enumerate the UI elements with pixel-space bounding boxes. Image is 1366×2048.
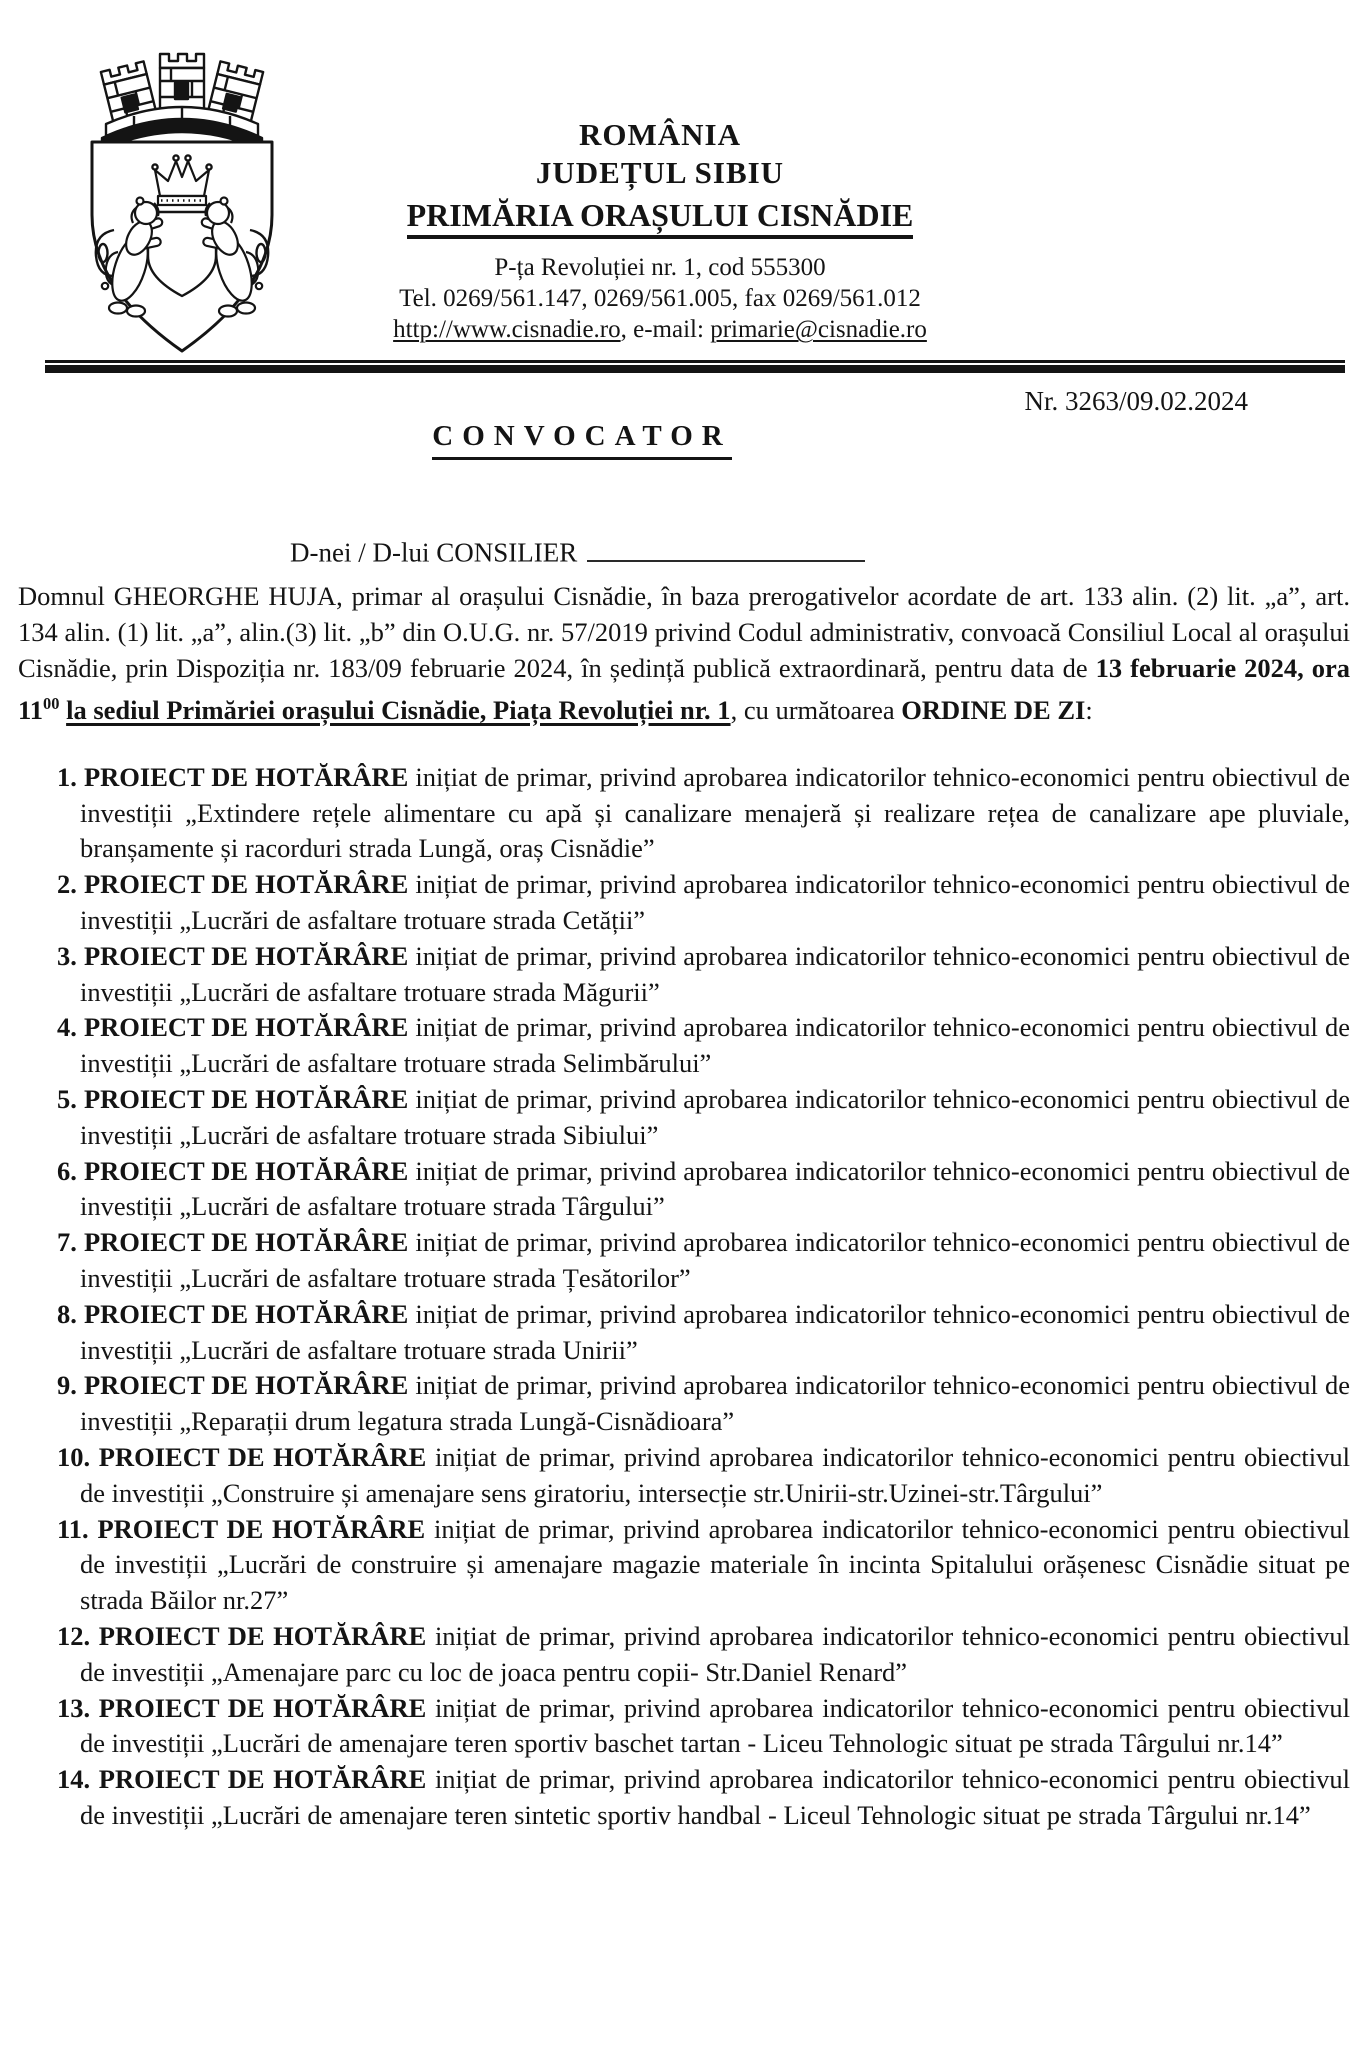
agenda-item-text: inițiat de primar, privind aprobarea indicatorilor tehnico-economici pentru obiectivul de investiții „Reparații drum legatura strada Lungă-Cisnădioara”: [80, 1370, 1350, 1437]
letterhead-institution: PRIMĂRIA ORAȘULUI CISNĂDIE: [407, 197, 914, 239]
agenda-item-number: 13.: [57, 1692, 91, 1723]
agenda-item-title: PROIECT DE HOTĂRÂRE: [83, 1370, 409, 1401]
divider-thick-line: [45, 365, 1345, 373]
agenda-item-text: inițiat de primar, privind aprobarea indicatorilor tehnico-economici pentru obiectivul de investiții „Lucrări de asfaltare trotuare strada Unirii”: [80, 1298, 1350, 1365]
letterhead-county: JUDEȚUL SIBIU: [535, 155, 785, 190]
agenda-item-text: inițiat de primar, privind aprobarea indicatorilor tehnico-economici pentru obiectivul de investiții „Lucrări de asfaltare trotuare strada Selimbărului”: [80, 1012, 1350, 1079]
agenda-item-title: PROIECT DE HOTĂRÂRE: [83, 1298, 409, 1329]
agenda-item-text: inițiat de primar, privind aprobarea indicatorilor tehnico-economici pentru obiectivul de investiții „Lucrări de construire și amenajare magazie materiale în incinta Spitalului orășenesc Cisnădie situat pe strada Băilor nr.27”: [80, 1513, 1351, 1616]
agenda-item-text: inițiat de primar, privind aprobarea indicatorilor tehnico-economici pentru obiectivul de investiții „Extindere rețele alimentare cu apă și canalizare menajeră și realizare rețea de canalizare ape pluviale, branșamente și racorduri strada Lungă, oraș Cisnădie”: [80, 761, 1350, 864]
agenda-item-text: inițiat de primar, privind aprobarea indicatorilor tehnico-economici pentru obiectivul de investiții „Lucrări de asfaltare trotuare strada Cetății”: [80, 869, 1350, 936]
agenda-item-title: PROIECT DE HOTĂRÂRE: [83, 869, 409, 900]
document-body: [18, 578, 1350, 1834]
agenda-item-text: inițiat de primar, privind aprobarea indicatorilor tehnico-economici pentru obiectivul de investiții „Construire și amenajare sens giratoriu, intersecție str.Unirii-str.Uzinei-str.Târgului”: [80, 1441, 1351, 1508]
letterhead-website: http://www.cisnadie.ro: [393, 316, 621, 343]
agenda-item-number: 2.: [57, 869, 77, 900]
agenda-item: [57, 1297, 1350, 1369]
addressee-line: [290, 530, 865, 569]
agenda-item-title: PROIECT DE HOTĂRÂRE: [98, 1441, 427, 1472]
agenda-item: [57, 939, 1350, 1011]
agenda-item-title: PROIECT DE HOTĂRÂRE: [83, 940, 409, 971]
agenda-item: [57, 1691, 1350, 1763]
agenda-item-title: PROIECT DE HOTĂRÂRE: [83, 1012, 409, 1043]
agenda-item-title: PROIECT DE HOTĂRÂRE: [83, 761, 409, 792]
agenda-item-number: 3.: [57, 940, 77, 971]
document-title: CONVOCATOR: [432, 420, 731, 460]
agenda-item-number: 12.: [57, 1620, 91, 1651]
agenda-item: [57, 1225, 1350, 1297]
letterhead-phone-fax: Tel. 0269/561.147, 0269/561.005, fax 0269/561.012: [399, 285, 921, 312]
agenda-item-title: PROIECT DE HOTĂRÂRE: [83, 1084, 409, 1114]
document-title-row: [0, 420, 1164, 453]
agenda-item-title: PROIECT DE HOTĂRÂRE: [83, 1227, 409, 1258]
agenda-item: [57, 1082, 1350, 1154]
agenda-item-number: 11.: [57, 1513, 89, 1544]
agenda-item-title: PROIECT DE HOTĂRÂRE: [98, 1692, 427, 1723]
addressee-blank-line: [587, 530, 865, 562]
intro-paragraph: [18, 578, 1350, 728]
intro-text-1: Domnul GHEORGHE HUJA, primar al orașului Cisnădie, în baza prerogativelor acordate de art. 133 alin. (2) lit. „a”, art. 134 alin. (1) lit. „a”, alin.(3) lit. „b” din O.U.G. nr. 57/2019 privind Codul administrativ, convoacă Consiliul Local al orașului Cisnădie, prin Dispoziția nr. 183/09 februarie 2024, în ședință publică extraordinară, pentru data de: [18, 581, 1350, 683]
agenda-item: [57, 1010, 1350, 1082]
agenda-heading: ORDINE DE ZI: [901, 694, 1086, 725]
meeting-datetime: 13 februarie 2024, ora 11: [18, 653, 1351, 725]
meeting-location: la sediul Primăriei orașului Cisnădie, Piața Revoluției nr. 1: [66, 694, 731, 725]
agenda-item-text: inițiat de primar, privind aprobarea indicatorilor tehnico-economici pentru obiectivul de investiții „Lucrări de amenajare teren sportiv baschet tartan - Liceu Tehnologic situat pe strada Târgului nr.14”: [80, 1692, 1351, 1759]
agenda-item-text: inițiat de primar, privind aprobarea indicatorilor tehnico-economici pentru obiectivul de investiții „Lucrări de asfaltare trotuare strada Măgurii”: [80, 940, 1350, 1007]
agenda-item-number: 7.: [57, 1227, 77, 1258]
agenda-item-number: 10.: [57, 1441, 91, 1472]
agenda-item: [57, 867, 1350, 939]
agenda-item-text: inițiat de primar, privind aprobarea indicatorilor tehnico-economici pentru obiectivul de investiții „Lucrări de asfaltare trotuare strada Țesătorilor”: [80, 1227, 1350, 1293]
agenda-item-text: inițiat de primar, privind aprobarea indicatorilor tehnico-economici pentru obiectivul de investiții „Lucrări de asfaltare trotuare strada Sibiului”: [80, 1084, 1350, 1150]
agenda-item: [57, 1440, 1350, 1512]
letterhead-divider: [45, 360, 1345, 373]
agenda-item-number: 6.: [57, 1155, 77, 1186]
agenda-item-text: inițiat de primar, privind aprobarea indicatorilor tehnico-economici pentru obiectivul de investiții „Lucrări de asfaltare trotuare strada Târgului”: [80, 1155, 1350, 1222]
agenda-item-text: inițiat de primar, privind aprobarea indicatorilor tehnico-economici pentru obiectivul de investiții „Amenajare parc cu loc de joaca pentru copii- Str.Daniel Renard”: [80, 1620, 1351, 1687]
agenda-item-title: PROIECT DE HOTĂRÂRE: [83, 1155, 409, 1186]
registration-number: Nr. 3263/09.02.2024: [1024, 386, 1248, 416]
agenda-item: [57, 1154, 1350, 1226]
agenda-item-title: PROIECT DE HOTĂRÂRE: [98, 1764, 427, 1795]
agenda-item-number: 4.: [57, 1012, 77, 1043]
letterhead: [230, 116, 1090, 345]
agenda-item-text: inițiat de primar, privind aprobarea indicatorilor tehnico-economici pentru obiectivul de investiții „Lucrări de amenajare teren sintetic sportiv handbal - Liceul Tehnologic situat pe strada Târgului nr.14”: [80, 1764, 1351, 1830]
agenda-list: [18, 760, 1350, 1834]
agenda-item-title: PROIECT DE HOTĂRÂRE: [98, 1620, 427, 1651]
letterhead-spacer: [230, 238, 1090, 252]
meeting-hour-superscript: 00: [43, 694, 60, 713]
agenda-item-title: PROIECT DE HOTĂRÂRE: [97, 1513, 426, 1544]
agenda-item: [57, 760, 1350, 867]
agenda-item-number: 1.: [57, 761, 77, 792]
agenda-item-number: 9.: [57, 1370, 77, 1401]
letterhead-address: P-ța Revoluției nr. 1, cod 555300: [494, 254, 826, 281]
intro-text-3: :: [1085, 694, 1093, 725]
agenda-item: [57, 1368, 1350, 1440]
agenda-item-number: 14.: [57, 1764, 91, 1795]
addressee-label: D-nei / D-lui CONSILIER: [290, 537, 578, 568]
letterhead-email-separator: , e-mail:: [620, 316, 711, 343]
agenda-item: [57, 1619, 1350, 1691]
agenda-item: [57, 1762, 1350, 1834]
agenda-item: [57, 1512, 1350, 1619]
agenda-item-number: 5.: [57, 1084, 77, 1114]
intro-text-2: , cu următoarea: [730, 694, 895, 725]
letterhead-country: ROMÂNIA: [579, 117, 741, 152]
letterhead-institution-row: [230, 192, 1090, 238]
agenda-item-number: 8.: [57, 1298, 77, 1329]
letterhead-web-email: [230, 314, 1090, 345]
letterhead-email: primarie@cisnadie.ro: [710, 316, 927, 343]
